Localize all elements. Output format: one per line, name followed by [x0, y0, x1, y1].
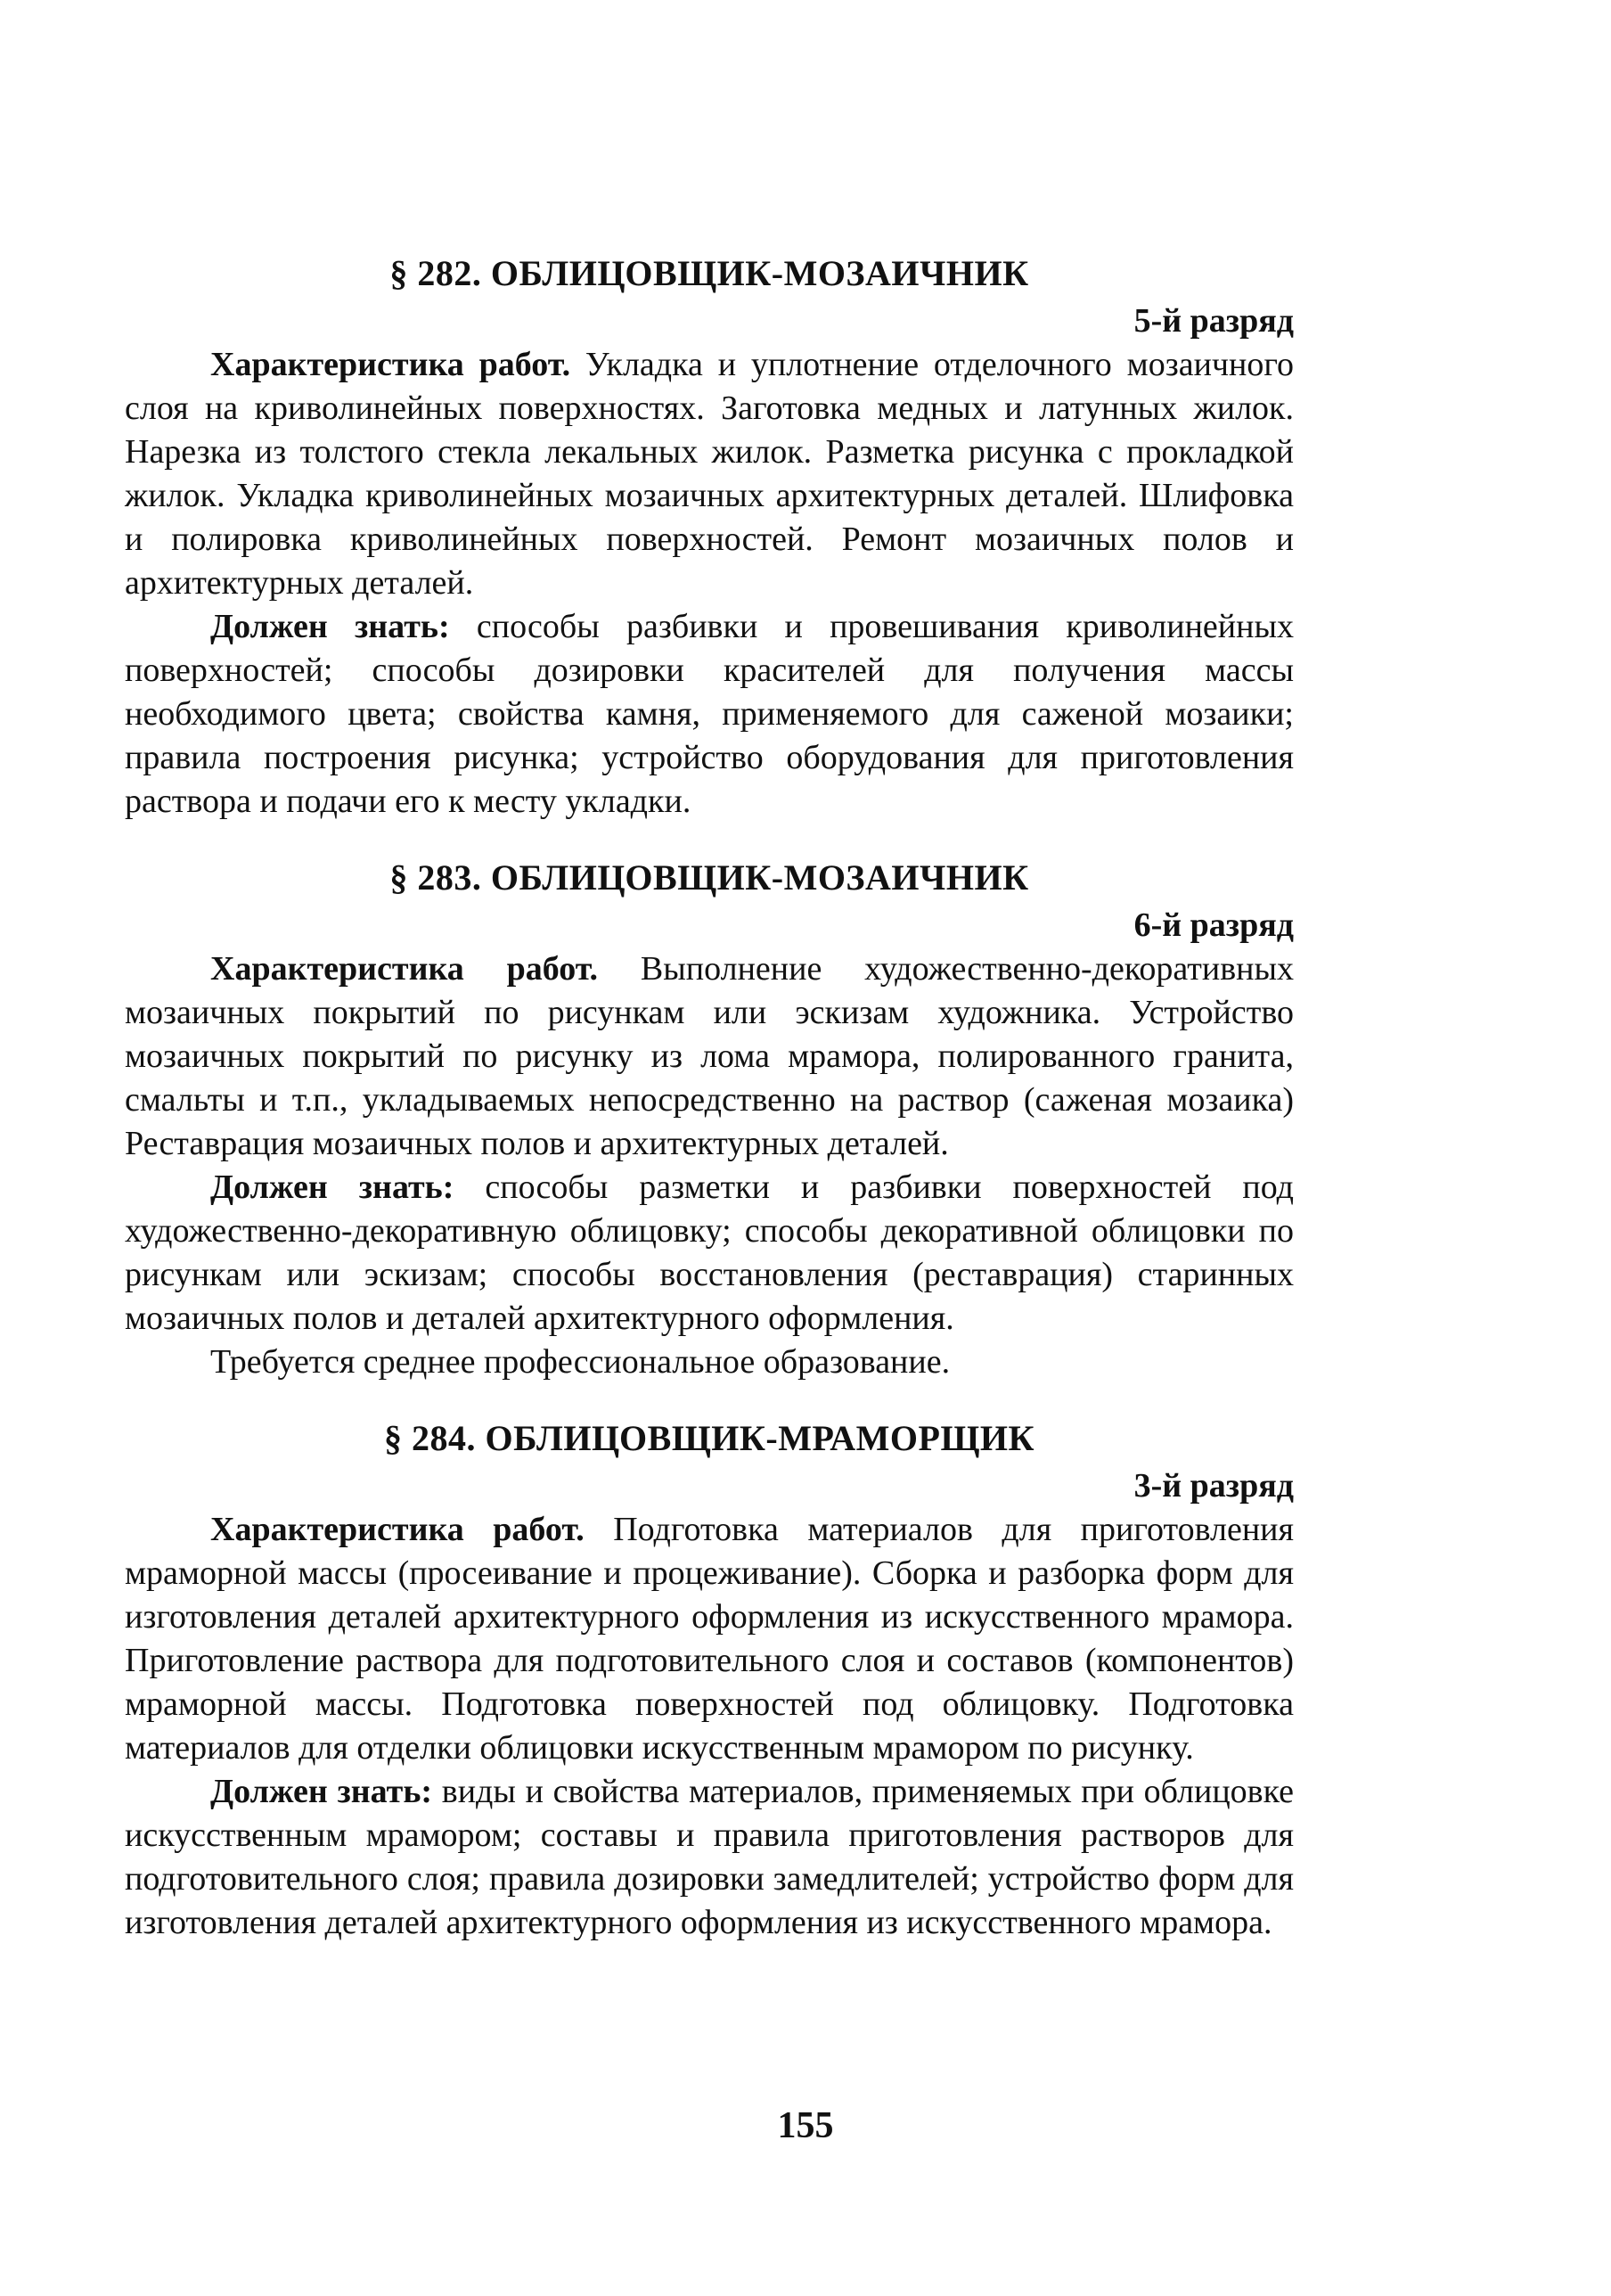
- grade-label: 5-й разряд: [1133, 302, 1294, 340]
- paragraph-lead: Должен знать:: [210, 608, 450, 645]
- education-requirement-paragraph: [125, 1341, 1294, 1384]
- paragraph-lead: Характеристика работ.: [210, 950, 599, 988]
- section-heading: § 282. ОБЛИЦОВЩИК-МОЗАИЧНИК: [389, 253, 1029, 293]
- required-knowledge-paragraph: [125, 1770, 1294, 1945]
- page-number: 155: [777, 2105, 834, 2146]
- section-heading: § 283. ОБЛИЦОВЩИК-МОЗАИЧНИК: [389, 857, 1029, 898]
- page-content: [125, 251, 1294, 1945]
- paragraph-text: Выполнение художественно-декоративных мозаичных покрытий по рисункам или эскизам художника. Устройство мозаичных покрытий по рисунку из лома мрамора, полированного гранита, смальты и т.п., укладываемых непосредственно на раствор (саженая мозаика) Реставрация мозаичных полов и архитектурных деталей.: [125, 950, 1295, 1162]
- paragraph-lead: Характеристика работ.: [210, 1511, 585, 1548]
- paragraph-text: Требуется среднее профессиональное образование.: [210, 1343, 951, 1381]
- grade-label: 6-й разряд: [1133, 906, 1294, 944]
- required-knowledge-paragraph: [125, 605, 1294, 824]
- section-heading: § 284. ОБЛИЦОВЩИК-МРАМОРЩИК: [383, 1418, 1035, 1458]
- grade-label: 3-й разряд: [1133, 1467, 1294, 1505]
- section-282: [125, 251, 1294, 824]
- required-knowledge-paragraph: [125, 1166, 1294, 1341]
- paragraph-lead: Должен знать:: [210, 1773, 433, 1810]
- section-283: [125, 856, 1294, 1384]
- paragraph-text: способы разметки и разбивки поверхностей под художественно-декоративную облицовку; способы декоративной облицовки по рисункам или эскизам; способы восстановления (реставрация) старинных мозаичных полов и деталей архитектурного оформления.: [125, 1168, 1294, 1337]
- paragraph-lead: Должен знать:: [210, 1168, 454, 1206]
- paragraph-text: Укладка и уплотнение отделочного мозаичного слоя на криволинейных поверхностях. Заготовка медных и латунных жилок. Нарезка из толстого стекла лекальных жилок. Разметка рисунка с прокладкой жилок. Укладка криволинейных мозаичных архитектурных деталей. Шлифовка и полировка криволинейных поверхностей. Ремонт мозаичных полов и архитектурных деталей.: [125, 346, 1295, 602]
- paragraph-lead: Характеристика работ.: [210, 346, 571, 383]
- work-characteristics-paragraph: [125, 343, 1294, 605]
- paragraph-text: виды и свойства материалов, применяемых при облицовке искусственным мрамором; составы и правила приготовления растворов для подготовительного слоя; правила дозировки замедлителей; устройство форм для изготовления деталей архитектурного оформления из искусственного мрамора.: [125, 1773, 1295, 1941]
- work-characteristics-paragraph: [125, 1508, 1294, 1770]
- work-characteristics-paragraph: [125, 947, 1294, 1166]
- paragraph-text: Подготовка материалов для приготовления мраморной массы (просеивание и процеживание). Сборка и разборка форм для изготовления деталей архитектурного оформления из искусственного мрамора. Приготовление раствора для подготовительного слоя и составов (компонентов) мраморной массы. Подготовка поверхностей под облицовку. Подготовка материалов для отделки облицовки искусственным мрамором по рисунку.: [125, 1511, 1294, 1767]
- section-284: [125, 1416, 1294, 1945]
- paragraph-text: способы разбивки и провешивания криволинейных поверхностей; способы дозировки красителей для получения массы необходимого цвета; свойства камня, применяемого для саженой мозаики; правила построения рисунка; устройство оборудования для приготовления раствора и подачи его к месту укладки.: [125, 608, 1294, 820]
